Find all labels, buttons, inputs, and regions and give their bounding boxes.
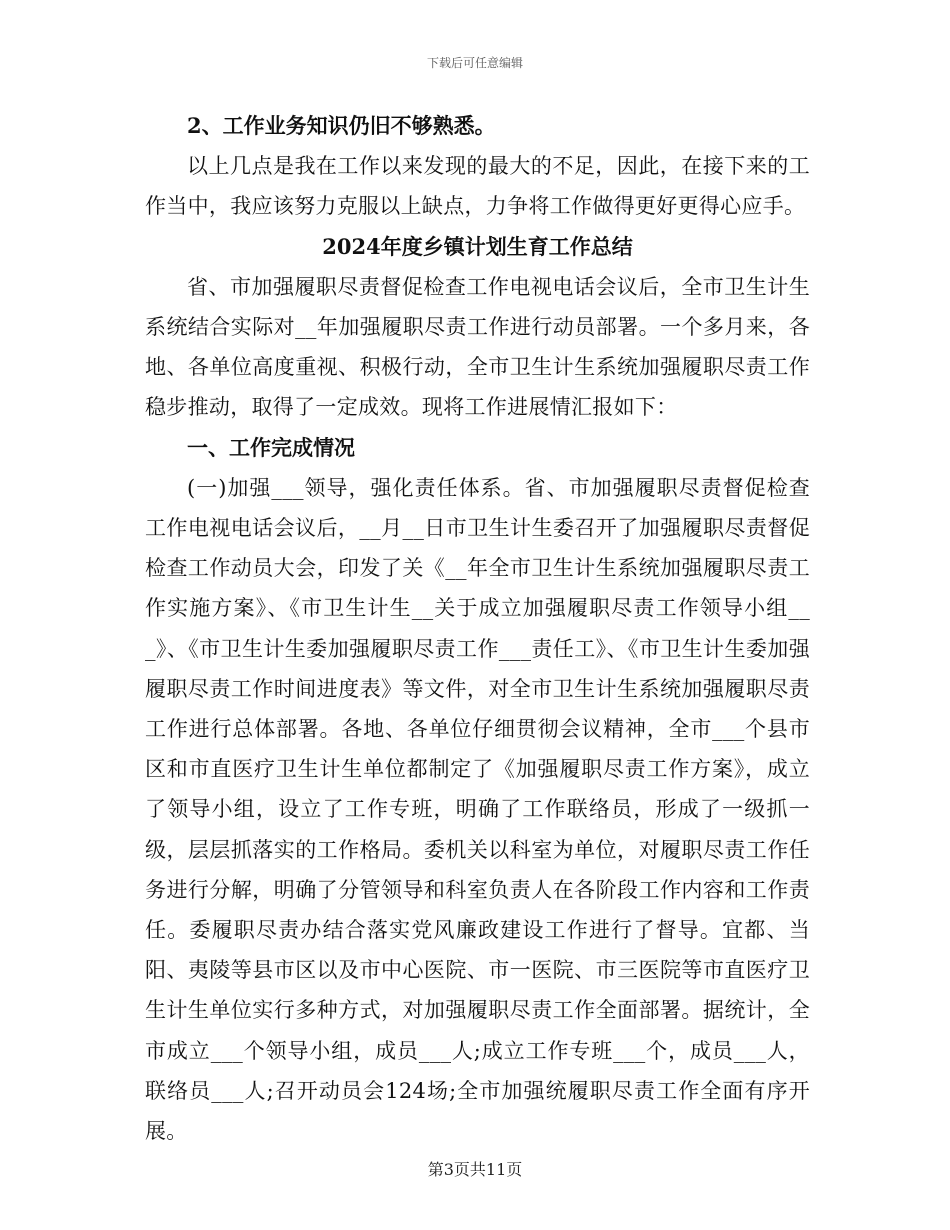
page-footer: 第3页共11页 bbox=[427, 1160, 523, 1179]
section-heading-1: 一、工作完成情况 bbox=[187, 434, 355, 460]
page-header: 下载后可任意编辑 bbox=[426, 56, 523, 70]
paragraph-section-1: (一)加强___领导，强化责任体系。省、市加强履职尽责督促检查工作电视电话会议后，__月__日市卫生计生委召开了加强履职尽责督促检查工作动员大会，印发了关《__年全市卫生计生系统加强履职尽责工作实施方案》、《市卫生计生__关于成立加强履职尽责工作领导小组___》、《市卫生计生委加强履职尽责工作___责任工》、《市卫生计生委加强履职尽责工作时间进度表》等文件，对全市卫生计生系统加强履职尽责工作进行总体部署。各地、各单位仔细贯彻会议精神，全市___个县市区和市直医疗卫生计生单位都制定了《加强履职尽责工作方案》，成立了领导小组，设立了工作专班，明确了工作联络员，形成了一级抓一级，层层抓落实的工作格局。委机关以科室为单位，对履职尽责工作任务进行分解，明确了分管领导和科室负责人在各阶段工作内容和工作责任。委履职尽责办结合落实党风廉政建设工作进行了督导。宜都、当阳、夷陵等县市区以及市中心医院、市一医院、市三医院等市直医疗卫生计生单位实行多种方式，对加强履职尽责工作全面部署。据统计，全市成立___个领导小组，成员___人;成立工作专班___个，成员___人，联络员___人;召开动员会124场;全市加强统履职尽责工作全面有序开展。 bbox=[145, 475, 810, 1144]
paragraph-conclusion: 以上几点是我在工作以来发现的最大的不足，因此，在接下来的工作当中，我应该努力克服以上缺点，力争将工作做得更好更得心应手。 bbox=[145, 154, 810, 219]
paragraph-intro: 省、市加强履职尽责督促检查工作电视电话会议后，全市卫生计生系统结合实际对__年加强履职尽责工作进行动员部署。一个多月来，各地、各单位高度重视、积极行动，全市卫生计生系统加强履职尽责工作稳步推动，取得了一定成效。现将工作进展情汇报如下： bbox=[145, 274, 810, 420]
document-title: 2024年度乡镇计划生育工作总结 bbox=[322, 233, 633, 259]
document-body bbox=[145, 106, 810, 1151]
paragraph-point-2: 2、工作业务知识仍旧不够熟悉。 bbox=[187, 113, 496, 138]
